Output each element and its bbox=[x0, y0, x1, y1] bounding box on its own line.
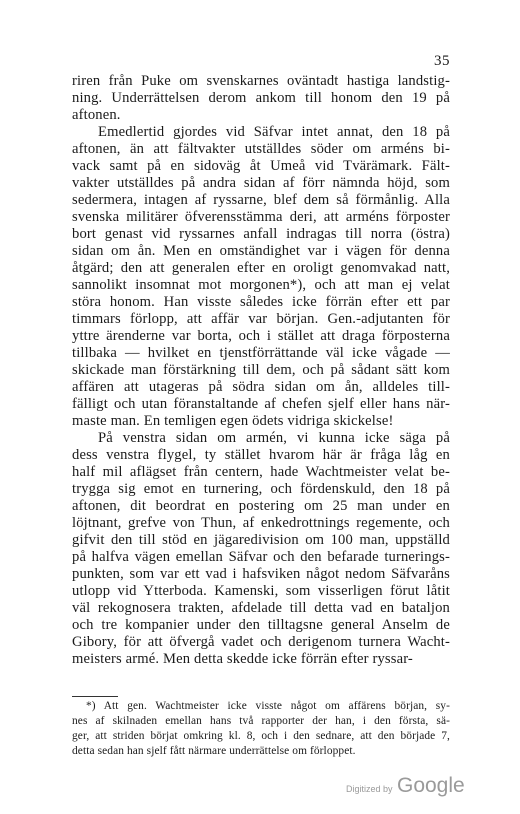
text-line: störa honom. Han visste således icke förrän efter ett par bbox=[72, 294, 450, 310]
digitized-by-google-watermark bbox=[346, 774, 465, 798]
text-line: fälligt och utan föranstaltande af chefen sjelf eller hans när- bbox=[72, 396, 450, 412]
text-line: trygga sig emot en turnering, och fördenskuld, den 18 på bbox=[72, 481, 450, 497]
text-line: sidan om ån. Men en omständighet var i vägen för denna bbox=[72, 243, 450, 259]
text-line: löjtnant, grefve von Thun, af enkedrottnings regemente, och bbox=[72, 515, 450, 531]
text-line: svenska militärer öfverensstämma deri, att arméns förposter bbox=[72, 209, 450, 225]
text-line: riren från Puke om svenskarnes oväntadt hastiga landstig- bbox=[72, 73, 450, 89]
text-line: Emedlertid gjordes vid Säfvar intet annat, den 18 på bbox=[98, 124, 450, 140]
body-text bbox=[72, 73, 450, 668]
paragraph bbox=[72, 73, 450, 124]
paragraph bbox=[72, 124, 450, 430]
text-line: gifvit den till stöd en jägaredivision om 100 man, uppställd bbox=[72, 532, 450, 548]
text-line: utlopp vid Ytterboda. Kamenski, som visserligen förut låtit bbox=[72, 583, 450, 599]
footnote-line: nes af skilnaden emellan hans två rapporter der han, i den första, sä- bbox=[72, 715, 450, 727]
watermark-prefix: Digitized by bbox=[346, 784, 393, 794]
text-line: aftonen. bbox=[72, 107, 121, 123]
text-line: sannolikt insomnat mot morgonen*), och att man ej velat bbox=[72, 277, 450, 293]
text-line: skickade man förstärkning till dem, och på sådant sätt kom bbox=[72, 362, 450, 378]
text-line: meisters armé. Men detta skedde icke förrän efter ryssar- bbox=[72, 651, 413, 667]
text-line: vack samt på en sidoväg åt Umeå vid Tvärämark. Fält- bbox=[72, 158, 450, 174]
text-line: På venstra sidan om armén, vi kunna icke säga på bbox=[98, 430, 450, 446]
text-line: sedermera, intagen af ryssarne, blef dem så förmånlig. Alla bbox=[72, 192, 450, 208]
text-line: affären att utageras på södra sidan om ån, alldeles till- bbox=[72, 379, 450, 395]
text-line: åtgärd; den att generalen efter en oroligt genomvakad natt, bbox=[72, 260, 450, 276]
footnote-line: ger, att striden börjat omkring kl. 8, och i den sednare, att den började 7, bbox=[72, 730, 450, 742]
page-number: 35 bbox=[434, 53, 450, 69]
text-line: timmars förlopp, att affär var början. Gen.-adjutanten för bbox=[72, 311, 450, 327]
text-line: på halfva vägen emellan Säfvar och den befarade turnerings- bbox=[72, 549, 450, 565]
text-line: dess venstra flygel, ty stället hvarom här är fråga låg en bbox=[72, 447, 450, 463]
footnote-line: detta sedan han sjelf fått närmare underrättelse om förloppet. bbox=[72, 745, 356, 757]
text-line: yttre ärenderne var borta, och i stället att draga förposterna bbox=[72, 328, 450, 344]
text-line: aftonen, dit beordrat en postering om 25 man under en bbox=[72, 498, 450, 514]
footnote bbox=[72, 699, 450, 759]
text-line: maste man. En temligen egen ödets vidriga skickelse! bbox=[72, 413, 394, 429]
text-line: vakter utställdes på andra sidan af förr nämnda höjd, som bbox=[72, 175, 450, 191]
text-line: bort genast vid ryssarnes anfall indragas till norra (östra) bbox=[72, 226, 450, 242]
text-line: half mil aflägset från centern, hade Wachtmeister velat be- bbox=[72, 464, 450, 480]
text-line: tillbaka — hvilket en tjenstförrättande väl icke vågade — bbox=[72, 345, 450, 361]
paragraph bbox=[72, 430, 450, 668]
footnote-divider bbox=[72, 696, 118, 697]
text-line: Gibory, för att öfvergå vadet och derigenom turnera Wacht- bbox=[72, 634, 450, 650]
footnote-line: *) Att gen. Wachtmeister icke visste något om affärens början, sy- bbox=[86, 700, 450, 712]
text-line: väl rekognosera trakten, afdelade till detta vad en bataljon bbox=[72, 600, 450, 616]
text-line: punkten, som var ett vad i hafsviken något nedom Säfvaråns bbox=[72, 566, 450, 582]
google-logo: Google bbox=[396, 774, 465, 797]
text-line: och tre kompanier under den tilltagsne general Anselm de bbox=[72, 617, 450, 633]
text-line: aftonen, än att fältvakter utställdes söder om arméns bi- bbox=[72, 141, 450, 157]
text-line: ning. Underrättelsen derom ankom till honom den 19 på bbox=[72, 90, 450, 106]
